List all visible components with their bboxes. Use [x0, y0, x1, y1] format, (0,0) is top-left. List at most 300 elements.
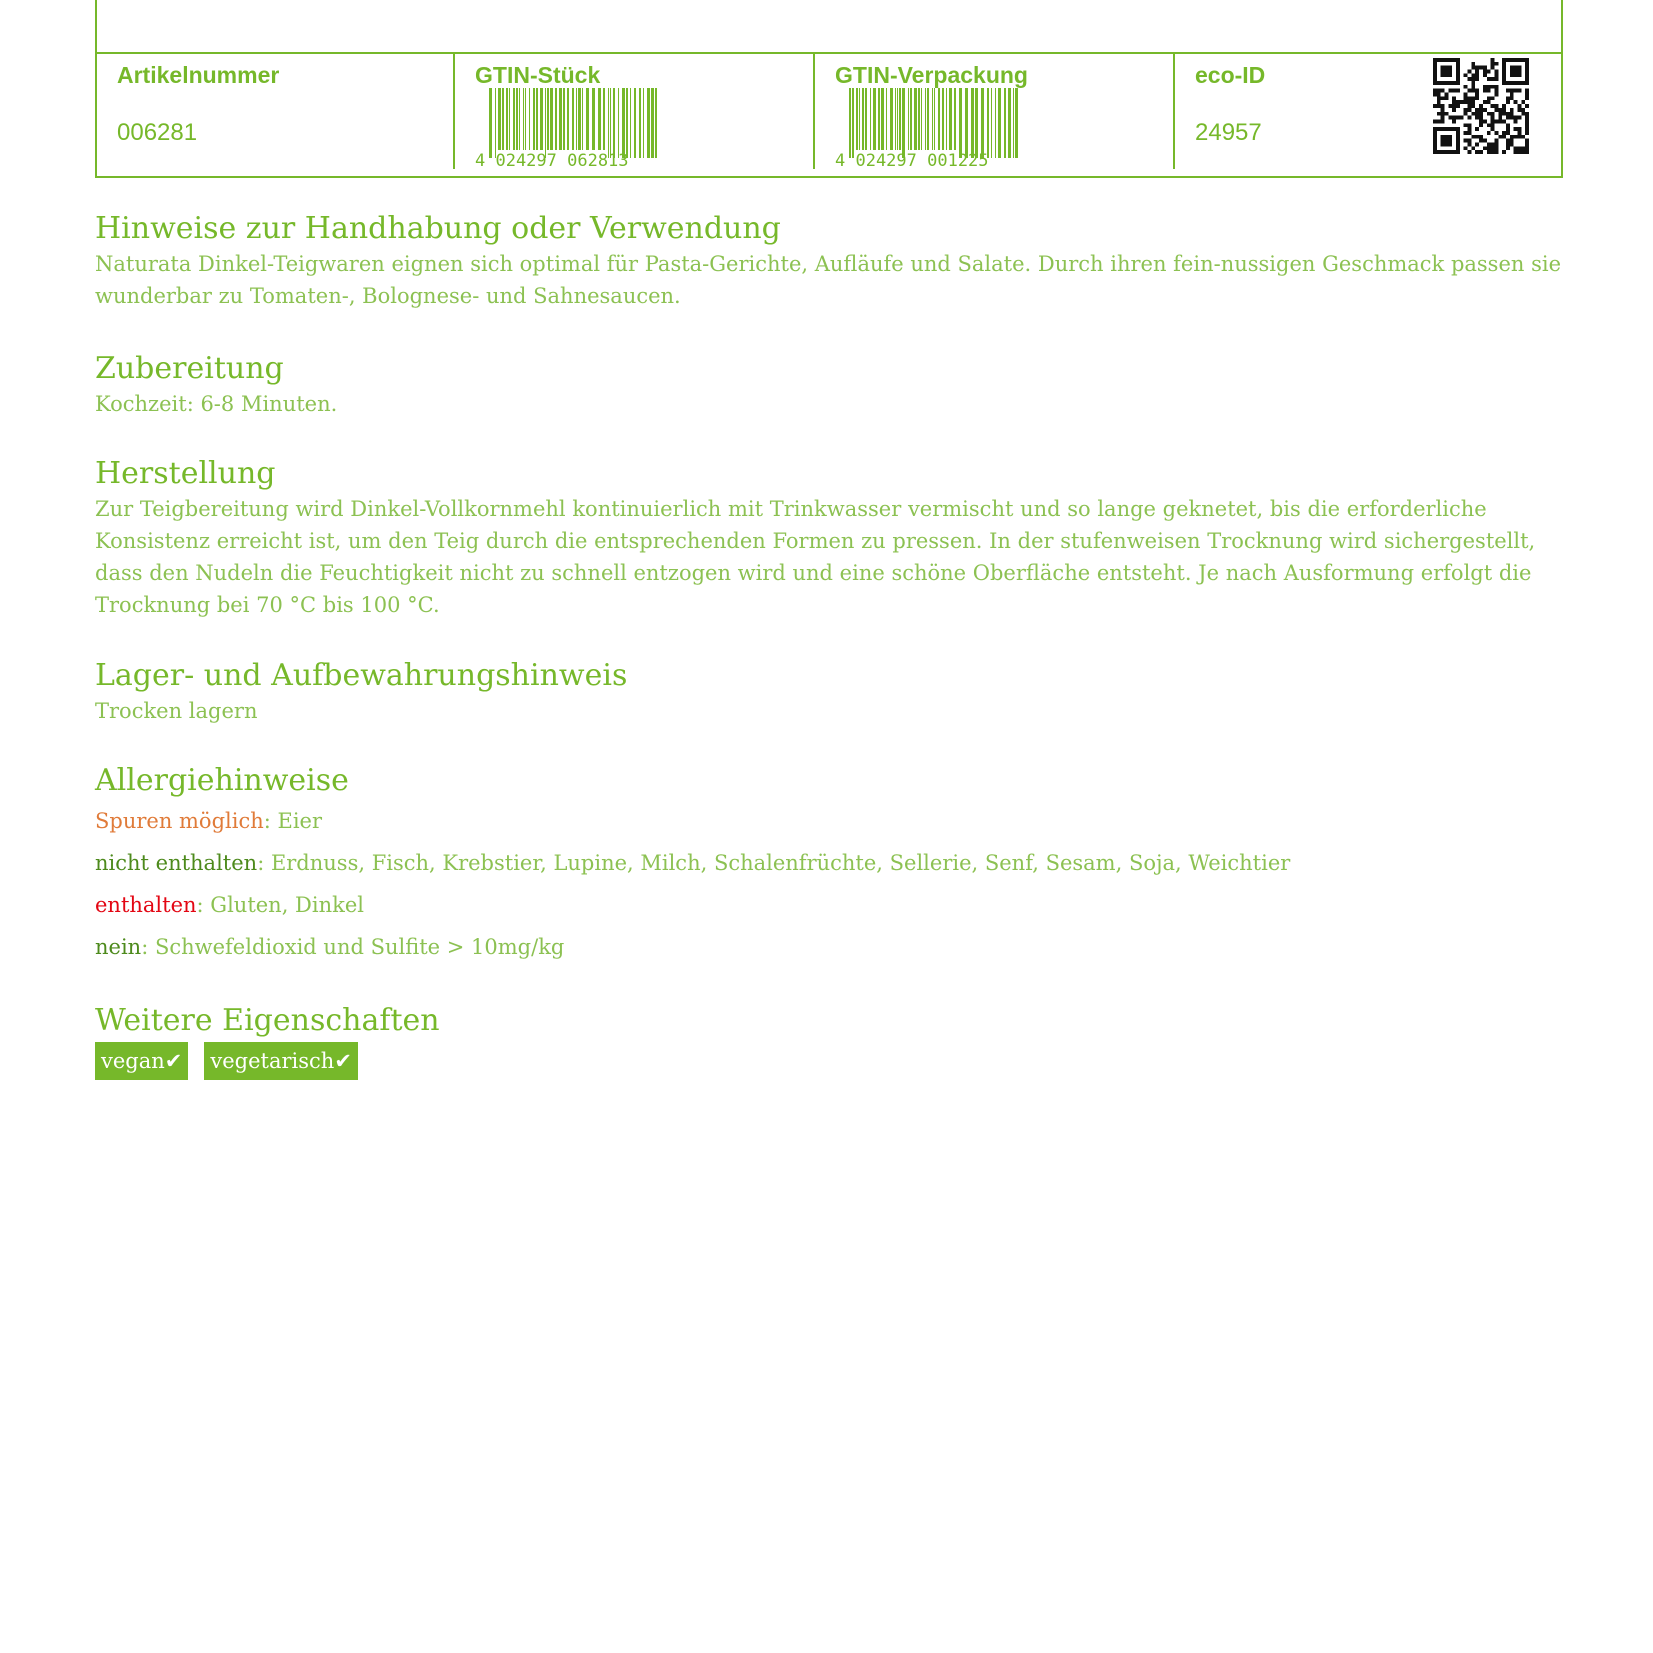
properties-heading: Weitere Eigenschaften: [95, 1003, 440, 1038]
qr-module: [1437, 96, 1441, 100]
qr-module: [1437, 89, 1441, 93]
qr-module: [1491, 142, 1495, 146]
qr-module: [1468, 123, 1472, 127]
qr-module: [1525, 104, 1529, 108]
qr-module: [1483, 146, 1487, 150]
qr-module: [1471, 89, 1475, 93]
qr-module: [1510, 139, 1514, 143]
storage-text: Trocken lagern: [95, 699, 258, 723]
qr-module: [1506, 112, 1510, 116]
qr-module: [1468, 104, 1472, 108]
barcode-bar: [489, 88, 492, 158]
qr-module: [1506, 142, 1510, 146]
qr-module: [1479, 123, 1483, 127]
qr-module: [1456, 89, 1460, 93]
allergy-not-contained: [95, 842, 1565, 884]
qr-module: [1471, 81, 1475, 85]
qr-module: [1510, 116, 1514, 120]
qr-module: [1483, 108, 1487, 112]
qr-module: [1487, 123, 1491, 127]
allergy-contained: [95, 884, 1565, 926]
qr-module: [1471, 96, 1475, 100]
qr-module: [1471, 77, 1475, 81]
qr-module: [1487, 112, 1491, 116]
qr-module: [1514, 116, 1518, 120]
qr-module: [1514, 127, 1518, 131]
qr-module: [1483, 119, 1487, 123]
qr-module: [1506, 89, 1510, 93]
barcode-bar: [578, 88, 581, 150]
barcode-icon: [833, 88, 1023, 168]
barcode-bar: [630, 88, 631, 158]
qr-module: [1479, 108, 1483, 112]
article-number-cell: [97, 54, 455, 174]
qr-module: [1514, 146, 1518, 150]
barcode-bar: [873, 88, 876, 150]
barcode-bar: [639, 88, 641, 158]
qr-module: [1502, 108, 1506, 112]
barcode-bar: [897, 88, 898, 150]
qr-module: [1491, 146, 1495, 150]
barcode-bar: [550, 88, 553, 150]
barcode-bar: [1015, 88, 1018, 158]
qr-module: [1487, 146, 1491, 150]
barcode-bar: [563, 88, 565, 150]
qr-module: [1433, 104, 1437, 108]
property-badges: [95, 1042, 1565, 1080]
qr-module: [1441, 89, 1445, 93]
qr-module: [1506, 116, 1510, 120]
qr-module: [1475, 135, 1479, 139]
qr-module: [1498, 119, 1502, 123]
barcode-bar: [975, 88, 978, 158]
qr-module: [1483, 66, 1487, 70]
qr-module: [1433, 119, 1437, 123]
barcode-bar: [1004, 88, 1006, 158]
eco-id-cell: [1175, 54, 1561, 174]
barcode-bar: [603, 88, 605, 150]
barcode-bar: [582, 88, 583, 150]
qr-module: [1475, 112, 1479, 116]
barcode-bar: [519, 88, 520, 150]
qr-module: [1491, 112, 1495, 116]
barcode-bar: [513, 88, 515, 150]
barcode-bar: [598, 88, 601, 150]
qr-module: [1521, 135, 1525, 139]
qr-module: [1525, 112, 1529, 116]
qr-module: [1491, 116, 1495, 120]
barcode-bar: [626, 88, 628, 158]
qr-module: [1475, 142, 1479, 146]
eco-id-label: eco-ID: [1195, 62, 1266, 88]
barcode-icon: [473, 88, 663, 168]
qr-finder: [1441, 135, 1453, 147]
vegan-badge: vegan✔: [95, 1042, 188, 1080]
qr-module: [1437, 104, 1441, 108]
qr-module: [1491, 77, 1495, 81]
qr-module: [1494, 85, 1498, 89]
qr-module: [1498, 135, 1502, 139]
qr-module: [1525, 139, 1529, 143]
qr-module: [1464, 123, 1468, 127]
qr-module: [1510, 108, 1514, 112]
qr-module: [1510, 89, 1514, 93]
barcode-bar: [852, 88, 854, 158]
qr-module: [1479, 150, 1483, 154]
gtin-package-label: GTIN-Verpackung: [835, 62, 1028, 88]
gtin-piece-label: GTIN-Stück: [475, 62, 601, 88]
qr-module: [1475, 89, 1479, 93]
barcode-bar: [572, 88, 574, 150]
qr-module: [1502, 104, 1506, 108]
qr-module: [1464, 93, 1468, 97]
barcode-bar: [902, 88, 905, 158]
qr-module: [1491, 104, 1495, 108]
qr-module: [1517, 108, 1521, 112]
qr-module: [1514, 89, 1518, 93]
qr-module: [1471, 66, 1475, 70]
qr-module: [1525, 127, 1529, 131]
qr-module: [1491, 85, 1495, 89]
qr-module: [1525, 89, 1529, 93]
qr-module: [1521, 112, 1525, 116]
barcode-bar: [643, 88, 644, 158]
qr-module: [1475, 66, 1479, 70]
qr-module: [1494, 73, 1498, 77]
barcode-bar: [942, 88, 944, 150]
qr-module: [1468, 127, 1472, 131]
qr-module: [1491, 127, 1495, 131]
qr-module: [1502, 150, 1506, 154]
handling-text: Naturata Dinkel-Teigwaren eignen sich optimal für Pasta-Gerichte, Aufläufe und Salate. Durch ihren fein-nussigen Geschmack passen sie wunderbar zu Tomaten-, Bolognese- und Sahnesaucen.: [95, 252, 1562, 308]
barcode-bar: [886, 88, 887, 150]
qr-module: [1525, 150, 1529, 154]
qr-module: [1475, 127, 1479, 131]
barcode-bar: [949, 88, 952, 150]
qr-module: [1464, 73, 1468, 77]
qr-module: [1471, 73, 1475, 77]
qr-module: [1475, 70, 1479, 74]
qr-module: [1506, 123, 1510, 127]
qr-module: [1487, 70, 1491, 74]
qr-module: [1468, 131, 1472, 135]
qr-module: [1491, 96, 1495, 100]
barcode-bar: [523, 88, 524, 150]
qr-module: [1517, 104, 1521, 108]
qr-module: [1456, 104, 1460, 108]
gtin-piece-cell: [455, 54, 815, 174]
qr-module: [1525, 116, 1529, 120]
qr-module: [1468, 100, 1472, 104]
qr-module: [1514, 100, 1518, 104]
qr-module: [1510, 142, 1514, 146]
barcode-bar: [525, 88, 526, 150]
qr-module: [1483, 100, 1487, 104]
barcode-bar: [918, 88, 920, 150]
qr-module: [1464, 139, 1468, 143]
barcode-bar: [995, 88, 996, 158]
qr-module: [1506, 96, 1510, 100]
qr-module: [1494, 146, 1498, 150]
barcode-bar: [927, 88, 929, 150]
qr-module: [1452, 96, 1456, 100]
qr-module: [1517, 150, 1521, 154]
barcode-bar: [921, 88, 922, 150]
qr-module: [1494, 139, 1498, 143]
qr-module: [1514, 135, 1518, 139]
qr-module: [1464, 108, 1468, 112]
qr-finder: [1441, 66, 1453, 78]
qr-module: [1510, 135, 1514, 139]
barcode-bar: [495, 88, 496, 158]
qr-module: [1510, 96, 1514, 100]
barcode-bar: [934, 88, 935, 150]
qr-module: [1521, 100, 1525, 104]
qr-module: [1468, 70, 1472, 74]
qr-module: [1491, 123, 1495, 127]
qr-module: [1498, 108, 1502, 112]
qr-module: [1452, 119, 1456, 123]
qr-module: [1498, 112, 1502, 116]
qr-module: [1468, 108, 1472, 112]
qr-module: [1487, 96, 1491, 100]
gtin-package-number: 4 024297 001225: [835, 151, 989, 168]
qr-module: [1494, 131, 1498, 135]
qr-module: [1494, 77, 1498, 81]
preparation-text: Kochzeit: 6-8 Minuten.: [95, 392, 338, 416]
qr-module: [1525, 146, 1529, 150]
qr-module: [1468, 116, 1472, 120]
gtin-piece-number: 4 024297 062813: [475, 151, 629, 168]
qr-module: [1479, 119, 1483, 123]
barcode-bar: [613, 88, 615, 158]
qr-module: [1487, 131, 1491, 135]
qr-module: [1468, 139, 1472, 143]
barcode-bar: [862, 88, 864, 150]
allergens-section: [95, 762, 1565, 968]
qr-module: [1468, 77, 1472, 81]
qr-module: [1441, 108, 1445, 112]
allergy-sulfites: [95, 926, 1565, 968]
qr-module: [1483, 139, 1487, 143]
qr-module: [1468, 96, 1472, 100]
barcode-bar: [899, 88, 901, 150]
barcode-bar: [914, 88, 917, 150]
qr-module: [1525, 142, 1529, 146]
vegetarian-badge: vegetarisch✔: [204, 1042, 358, 1080]
qr-module: [1437, 119, 1441, 123]
qr-module: [1510, 93, 1514, 97]
qr-module: [1517, 135, 1521, 139]
qr-module: [1525, 119, 1529, 123]
barcode-bar: [932, 88, 933, 150]
qr-module: [1494, 70, 1498, 74]
qr-module: [1487, 85, 1491, 89]
qr-finder: [1510, 66, 1522, 78]
barcode-bar: [622, 88, 625, 158]
qr-module: [1487, 150, 1491, 154]
qr-module: [1464, 146, 1468, 150]
qr-module: [1517, 146, 1521, 150]
qr-module: [1471, 112, 1475, 116]
barcode-bar: [1008, 88, 1011, 158]
qr-module: [1521, 150, 1525, 154]
qr-module: [1448, 116, 1452, 120]
qr-module: [1506, 146, 1510, 150]
qr-module: [1517, 116, 1521, 120]
barcode-bar: [870, 88, 871, 150]
barcode-bar: [547, 88, 549, 150]
qr-module: [1521, 146, 1525, 150]
barcode-bar: [881, 88, 884, 150]
qr-module: [1471, 146, 1475, 150]
qr-module: [1525, 96, 1529, 100]
qr-module: [1437, 93, 1441, 97]
qr-code-icon: [1433, 58, 1529, 154]
qr-module: [1445, 96, 1449, 100]
qr-module: [1514, 150, 1518, 154]
qr-module: [1506, 139, 1510, 143]
qr-module: [1464, 112, 1468, 116]
qr-module: [1452, 116, 1456, 120]
qr-module: [1514, 119, 1518, 123]
qr-module: [1445, 93, 1449, 97]
qr-module: [1502, 119, 1506, 123]
qr-module: [1487, 142, 1491, 146]
qr-module: [1468, 142, 1472, 146]
qr-module: [1483, 85, 1487, 89]
barcode-bar: [533, 88, 535, 150]
preparation-heading: Zubereitung: [95, 351, 284, 386]
qr-module: [1494, 104, 1498, 108]
qr-module: [1452, 104, 1456, 108]
qr-module: [1494, 108, 1498, 112]
qr-module: [1475, 73, 1479, 77]
storage-heading: Lager- und Aufbewahrungshinweis: [95, 658, 628, 693]
production-section: [95, 455, 1565, 621]
barcode-bar: [576, 88, 577, 150]
qr-module: [1475, 116, 1479, 120]
barcode-bar: [567, 88, 569, 150]
qr-module: [1479, 135, 1483, 139]
barcode-bar: [865, 88, 867, 150]
barcode-bar: [971, 88, 974, 158]
qr-module: [1506, 100, 1510, 104]
barcode-bar: [1013, 88, 1014, 158]
barcode-bar: [498, 88, 501, 150]
allergy-traces-value: : Eier: [263, 809, 323, 833]
barcode-bar: [981, 88, 984, 158]
qr-module: [1525, 123, 1529, 127]
qr-module: [1475, 77, 1479, 81]
qr-module: [1471, 62, 1475, 66]
production-text: Zur Teigbereitung wird Dinkel-Vollkornmehl kontinuierlich mit Trinkwasser vermischt und so lange geknetet, bis die erforderliche Konsistenz erreicht ist, um den Teig durch die entsprechenden Formen zu pressen. In der stufenweisen Trocknung wird sichergestellt, dass den Nudeln die Feuchtigkeit nicht zu schnell entzogen wird und eine schöne Oberfläche entsteht. Je nach Ausformung erfolgt die Trocknung bei 70 °C bis 100 °C.: [95, 497, 1536, 617]
qr-module: [1445, 112, 1449, 116]
barcode-bar: [910, 88, 912, 150]
eco-id-value: 24957: [1195, 119, 1262, 146]
barcode-bar: [946, 88, 947, 150]
allergy-sulfites-value: : Schwefeldioxid und Sulfite > 10mg/kg: [141, 935, 565, 959]
qr-module: [1433, 89, 1437, 93]
barcode-bar: [555, 88, 557, 150]
qr-module: [1494, 62, 1498, 66]
qr-module: [1498, 116, 1502, 120]
qr-module: [1525, 131, 1529, 135]
barcode-bar: [954, 88, 956, 150]
barcode-bar: [908, 88, 909, 150]
barcode-bar: [509, 88, 510, 150]
storage-section: [95, 657, 1565, 727]
qr-module: [1475, 96, 1479, 100]
qr-module: [1494, 150, 1498, 154]
qr-module: [1506, 131, 1510, 135]
qr-module: [1479, 116, 1483, 120]
qr-module: [1483, 73, 1487, 77]
barcode-bar: [516, 88, 518, 150]
allergy-not-contained-label: nicht enthalten: [95, 851, 258, 875]
barcode-bar: [890, 88, 893, 150]
properties-section: [95, 1002, 1565, 1080]
barcode-bar: [959, 88, 962, 158]
qr-module: [1491, 119, 1495, 123]
qr-module: [1479, 66, 1483, 70]
qr-module: [1464, 96, 1468, 100]
barcode-bar: [545, 88, 546, 158]
qr-module: [1471, 100, 1475, 104]
qr-module: [1471, 85, 1475, 89]
barcode-bar: [655, 88, 657, 158]
qr-module: [1433, 93, 1437, 97]
qr-module: [1487, 77, 1491, 81]
qr-module: [1468, 150, 1472, 154]
barcode-bar: [608, 88, 609, 158]
qr-module: [1483, 89, 1487, 93]
barcode-bar: [965, 88, 968, 158]
qr-module: [1487, 89, 1491, 93]
barcode-bar: [998, 88, 1001, 158]
qr-module: [1502, 112, 1506, 116]
qr-module: [1452, 100, 1456, 104]
barcode-bar: [506, 88, 508, 150]
article-number-value: 006281: [117, 119, 198, 146]
qr-module: [1441, 104, 1445, 108]
qr-module: [1475, 108, 1479, 112]
qr-module: [1464, 131, 1468, 135]
qr-module: [1471, 135, 1475, 139]
allergy-contained-label: enthalten: [95, 893, 197, 917]
qr-module: [1464, 85, 1468, 89]
qr-module: [1502, 131, 1506, 135]
qr-module: [1448, 89, 1452, 93]
allergy-not-contained-value: : Erdnuss, Fisch, Krebstier, Lupine, Milch, Schalenfrüchte, Sellerie, Senf, Sesam, Soja, Weichtier: [257, 851, 1291, 875]
qr-module: [1475, 93, 1479, 97]
barcode-bar: [610, 88, 611, 158]
qr-module: [1452, 89, 1456, 93]
qr-module: [1479, 104, 1483, 108]
barcode-bar: [618, 88, 619, 158]
qr-module: [1441, 119, 1445, 123]
qr-module: [1441, 96, 1445, 100]
qr-module: [1456, 100, 1460, 104]
barcode-bar: [647, 88, 650, 158]
barcode-bar: [592, 88, 595, 150]
qr-module: [1441, 116, 1445, 120]
qr-module: [1483, 70, 1487, 74]
qr-module: [1494, 89, 1498, 93]
production-heading: Herstellung: [95, 456, 276, 491]
qr-module: [1437, 100, 1441, 104]
qr-module: [1491, 62, 1495, 66]
